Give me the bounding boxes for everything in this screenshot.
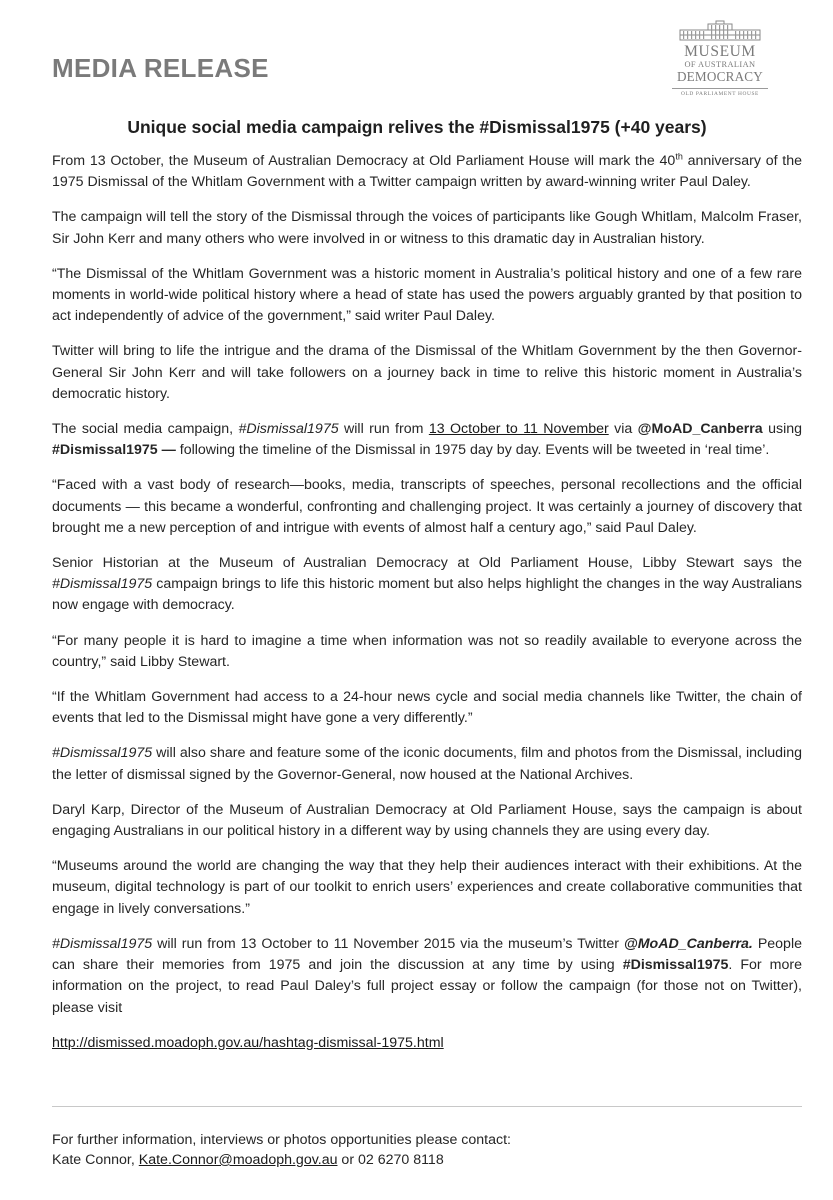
paragraph-5-text-c: via — [608, 421, 638, 438]
paragraph-11: Daryl Karp, Director of the Museum of Australian Democracy at Old Parliament House, says the campaign is about engaging Australians in our political history in a different way by using channels they are using every day. — [52, 801, 802, 840]
moad-logo — [670, 20, 770, 98]
paragraph-5-text-a: The social media campaign, — [52, 421, 239, 438]
paragraph-8: “For many people it is hard to imagine a time when information was not so readily available to everyone across the country,” said Libby Stewart. — [52, 632, 802, 670]
contact-block — [52, 1130, 802, 1170]
contact-name: Kate Connor, — [52, 1152, 139, 1168]
contact-details — [52, 1150, 802, 1170]
hashtag-bold: #Dismissal1975 — — [52, 442, 176, 459]
footer-divider — [52, 1106, 802, 1107]
paragraph-5-text-e: following the timeline of the Dismissal in 1975 day by day. Events will be tweeted in ‘real time’. — [175, 442, 770, 459]
paragraph-7-text-a: Senior Historian at the Museum of Australian Democracy at Old Parliament House, Libby Stewart says the — [52, 555, 802, 572]
paragraph-1-text-b: anniversary of the 1975 Dismissal of the Whitlam Government with a Twitter campaign written by award-winning writer Paul Daley. — [52, 153, 803, 191]
logo-museum-text: MUSEUM — [684, 43, 756, 60]
campaign-url-link[interactable]: http://dismissed.moadoph.gov.au/hashtag-dismissal-1975.html — [52, 1034, 444, 1051]
contact-email-link[interactable]: Kate.Connor@moadoph.gov.au — [138, 1152, 338, 1168]
hashtag-italic: #Dismissal1975 — [52, 745, 153, 762]
paragraph-13 — [52, 934, 802, 1019]
paragraph-5-text-b: will run from — [338, 421, 429, 438]
paragraph-10 — [52, 743, 802, 785]
paragraph-4: Twitter will bring to life the intrigue and the drama of the Dismissal of the Whitlam Government by the then Governor-General Sir John Kerr and will take followers on a journey back in time to relive this historic moment in Australia’s democratic history. — [52, 343, 802, 402]
contact-intro: For further information, interviews or photos opportunities please contact: — [52, 1132, 511, 1148]
hashtag-bold: #Dismissal1975 — [622, 957, 729, 974]
release-title: Unique social media campaign relives the #Dismissal1975 (+40 years) — [127, 117, 707, 137]
paragraph-13-text-c: . For more information on the project, to read Paul Daley’s full project essay or follow the campaign (for those not on Twitter), please visit — [52, 957, 803, 1016]
paragraph-3: “The Dismissal of the Whitlam Government was a historic moment in Australia’s political history and one of a few rare moments in world-wide political history where a head of state has used the powers arguably granted by that position to act independently of advice of the government,” said writer Paul Daley. — [52, 265, 802, 325]
paragraph-1-superscript: th — [675, 151, 683, 162]
paragraph-7-text-b: campaign brings to life this historic moment but also helps highlight the changes in the way Australians now engage with democracy. — [52, 576, 802, 614]
contact-phone: 02 6270 8118 — [357, 1152, 444, 1168]
paragraph-1 — [52, 151, 802, 193]
contact-separator: or — [337, 1152, 358, 1168]
logo-old-parliament-house-text: OLD PARLIAMENT HOUSE — [681, 91, 759, 97]
twitter-handle: @MoAD_Canberra — [637, 421, 763, 438]
release-body — [52, 151, 802, 1054]
paragraph-1-text-a: From 13 October, the Museum of Australian Democracy at Old Parliament House will mark the 40 — [52, 153, 676, 169]
paragraph-7 — [52, 553, 802, 617]
logo-democracy-text: DEMOCRACY — [676, 69, 764, 84]
campaign-url-line — [52, 1033, 802, 1054]
paragraph-5-text-d: using — [762, 421, 802, 438]
paragraph-5 — [52, 419, 802, 461]
hashtag-italic: #Dismissal1975 — [238, 421, 339, 438]
paragraph-13-text-b: People can share their memories from 1975 and join the discussion at any time by using — [52, 935, 802, 974]
paragraph-6: “Faced with a vast body of research—books, media, transcripts of speeches, personal recollections and the official documents — this became a wonderful, confronting and challenging project. It was certainly a journey of discovery that brought me a new perception of and intrigue with events of almost half a century ago,” said Paul Daley. — [52, 477, 802, 536]
parliament-house-icon — [678, 20, 762, 42]
logo-of-australian-text: OF AUSTRALIAN — [684, 60, 756, 69]
paragraph-9: “If the Whitlam Government had access to a 24-hour news cycle and social media channels like Twitter, the chain of events that led to the Dismissal might have gone a very differently.” — [52, 689, 802, 727]
paragraph-10-text: will also share and feature some of the iconic documents, film and photos from the Dismissal, including the letter of dismissal signed by the Governor-General, now housed at the National Archives. — [52, 745, 802, 783]
media-release-heading: MEDIA RELEASE — [52, 53, 269, 83]
paragraph-2: The campaign will tell the story of the Dismissal through the voices of participants like Gough Whitlam, Malcolm Fraser, Sir John Kerr and many others who were involved in or witness to this dramatic day in Australian history. — [52, 209, 802, 247]
paragraph-13-text-a: will run from 13 October to 11 November 2015 via the museum’s Twitter — [152, 935, 624, 952]
hashtag-italic: #Dismissal1975 — [52, 935, 153, 952]
hashtag-italic: #Dismissal1975 — [52, 576, 153, 593]
campaign-dates-underlined: 13 October to 11 November — [428, 421, 609, 438]
twitter-handle: @MoAD_Canberra. — [623, 935, 753, 952]
paragraph-12: “Museums around the world are changing the way that they help their audiences interact with their exhibitions. At the museum, digital technology is part of our toolkit to enrich users’ experiences and create collaborative communities that engage in lively conversations.” — [52, 858, 802, 917]
logo-divider — [672, 88, 768, 89]
